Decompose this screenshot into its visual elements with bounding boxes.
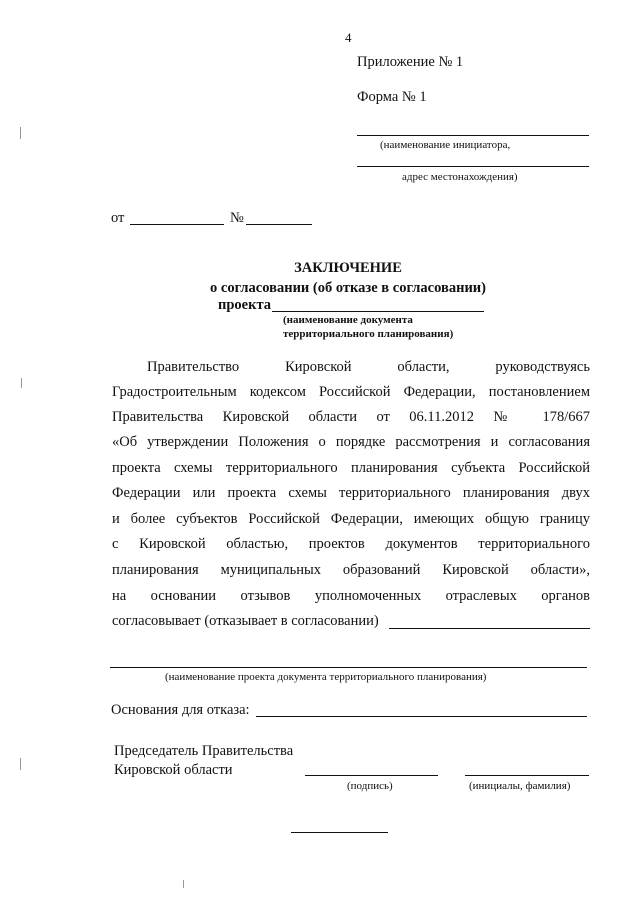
number-label: № xyxy=(230,210,244,226)
doc-caption-1: (наименование документа xyxy=(283,314,413,326)
project-label: проекта xyxy=(218,297,272,313)
form-label: Форма № 1 xyxy=(357,89,427,105)
body-last-line: согласовывает (отказывает в согласовании) xyxy=(112,613,379,629)
address-caption: адрес местонахождения) xyxy=(402,171,518,183)
body-line: Градостроительным кодексом Российской Федерации, постановлением xyxy=(112,384,590,400)
scan-mark xyxy=(183,880,184,888)
refusal-line xyxy=(256,716,587,717)
body-line: Правительство Кировской области, руководствуясь xyxy=(147,359,590,375)
approval-line xyxy=(389,628,590,629)
project-name-line xyxy=(110,667,587,668)
body-line: «Об утверждении Положения о порядке рассмотрения и согласования xyxy=(112,434,590,450)
body-line: планирования муниципальных образований Кировской области», xyxy=(112,562,590,578)
project-line xyxy=(272,311,484,312)
signatory-line-2: Кировской области xyxy=(114,762,233,778)
document-subtitle: о согласовании (об отказе в согласовании) xyxy=(210,280,486,296)
initiator-line xyxy=(357,135,589,136)
date-line xyxy=(130,224,224,225)
page-number: 4 xyxy=(345,30,352,45)
end-rule xyxy=(291,832,388,833)
initiator-caption: (наименование инициатора, xyxy=(380,139,511,151)
signature-line xyxy=(305,775,438,776)
scan-mark xyxy=(21,378,22,388)
appendix-label: Приложение № 1 xyxy=(357,54,464,70)
from-label: от xyxy=(111,210,125,226)
project-name-caption: (наименование проекта документа территориального планирования) xyxy=(165,671,487,683)
scan-mark xyxy=(20,758,21,770)
refusal-label: Основания для отказа: xyxy=(111,702,250,718)
body-line: проекта схемы территориального планирования субъекта Российской xyxy=(112,460,590,476)
body-line: и более субъектов Российской Федерации, имеющих общую границу xyxy=(112,511,590,527)
body-line: с Кировской областью, проектов документов территориального xyxy=(112,536,590,552)
doc-number-line xyxy=(246,224,312,225)
signature-caption: (подпись) xyxy=(347,780,393,792)
name-line xyxy=(465,775,589,776)
signatory-line-1: Председатель Правительства xyxy=(114,743,294,759)
document-title: ЗАКЛЮЧЕНИЕ xyxy=(294,260,402,276)
body-line: на основании отзывов уполномоченных отраслевых органов xyxy=(112,588,590,604)
doc-caption-2: территориального планирования) xyxy=(283,328,454,340)
address-line xyxy=(357,166,589,167)
body-line: Федерации или проекта схемы территориального планирования двух xyxy=(112,485,590,501)
scan-mark xyxy=(20,127,21,139)
name-caption: (инициалы, фамилия) xyxy=(469,780,571,792)
body-line: Правительства Кировской области от 06.11.2012 № 178/667 xyxy=(112,409,590,425)
